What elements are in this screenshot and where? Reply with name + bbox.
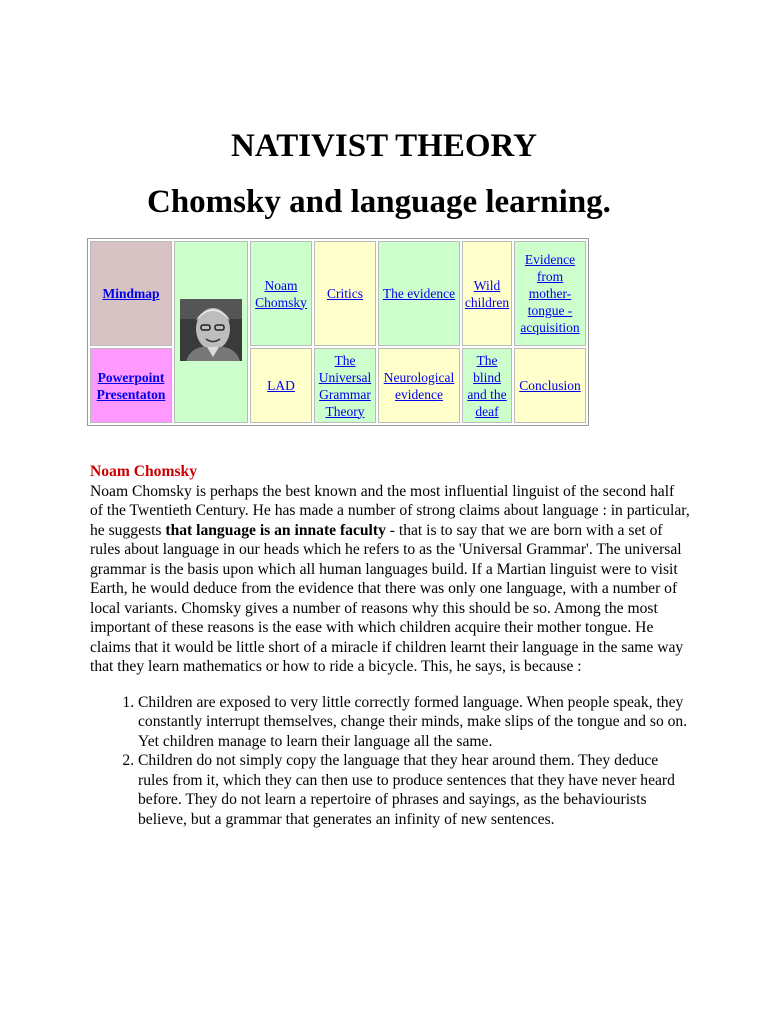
nav-cell-universal-grammar	[314, 348, 376, 423]
section-heading: Noam Chomsky	[90, 463, 198, 480]
list-item: 1. Children are exposed to very little correctly formed language. When people speak, they constantly interrupt themselves, change their minds, make slips of the tongue and so on. Yet children manage to learn their language all the same.	[138, 693, 690, 752]
chomsky-portrait-icon	[180, 299, 242, 361]
nav-cell-powerpoint	[90, 348, 172, 423]
lad-link[interactable]: LAD	[267, 378, 295, 393]
mindmap-link[interactable]: Mindmap	[102, 286, 160, 301]
page-subtitle: Chomsky and language learning.	[147, 184, 611, 220]
nav-cell-photo	[174, 241, 248, 423]
powerpoint-link[interactable]: Powerpoint Presentaton	[96, 369, 166, 402]
mother-tongue-acquisition-link[interactable]: Evidence from mother-tongue - acquisition	[520, 252, 580, 335]
intro-text-1: Noam Chomsky is perhaps the best known and the most influential linguist of the second half of the Twentieth Century. He has made a number of strong claims about language : in particular, he suggests	[90, 482, 690, 539]
neurological-evidence-link[interactable]: Neurological evidence	[383, 369, 455, 402]
blind-and-deaf-link[interactable]: The blind and the deaf	[467, 352, 507, 419]
nav-cell-noam-chomsky	[250, 241, 312, 346]
list-item: 2. Children do not simply copy the language that they hear around them. They deduce rules from it, which they can then use to produce sentences that they have never heard before. They do not learn a repertoire of phrases and sayings, as the behaviourists believe, but a grammar that generates an infinity of new sentences.	[138, 751, 690, 829]
the-evidence-link[interactable]: The evidence	[382, 286, 456, 301]
nav-cell-wild-children	[462, 241, 512, 346]
critics-link[interactable]: Critics	[327, 286, 363, 301]
intro-text-2: - that is to say that we are born with a set of rules about language in our heads which he refers to as the 'Universal Grammar'. The universal grammar is the basis upon which all human languages build. If a Martian linguist were to visit Earth, he would deduce from the evidence that there was only one language, with a number of local variants. Chomsky gives a number of reasons why this should be so. Among the most important of these reasons is the ease with which children acquire their mother tongue. He claims that it would be little short of a miracle if children learnt their language in the same way that they learn mathematics or how to ride a bicycle. This, he says, is because :	[90, 521, 684, 675]
universal-grammar-link[interactable]: The Universal Grammar Theory	[318, 352, 372, 419]
nav-cell-neurological-evidence	[378, 348, 460, 423]
intro-paragraph	[90, 482, 690, 677]
article	[90, 462, 690, 829]
intro-bold-text: that language is an innate faculty	[165, 521, 386, 539]
nav-cell-conclusion	[514, 348, 586, 423]
nav-cell-mother-tongue	[514, 241, 586, 346]
conclusion-link[interactable]: Conclusion	[519, 378, 581, 393]
wild-children-link[interactable]: Wild children	[464, 277, 510, 310]
nav-cell-mindmap	[90, 241, 172, 346]
noam-chomsky-link[interactable]: Noam Chomsky	[255, 277, 307, 310]
nav-cell-the-evidence	[378, 241, 460, 346]
navigation-table	[87, 238, 589, 426]
reasons-list	[90, 693, 690, 830]
nav-cell-critics	[314, 241, 376, 346]
nav-cell-blind-deaf	[462, 348, 512, 423]
page-title: NATIVIST THEORY	[230, 128, 538, 164]
nav-cell-lad	[250, 348, 312, 423]
